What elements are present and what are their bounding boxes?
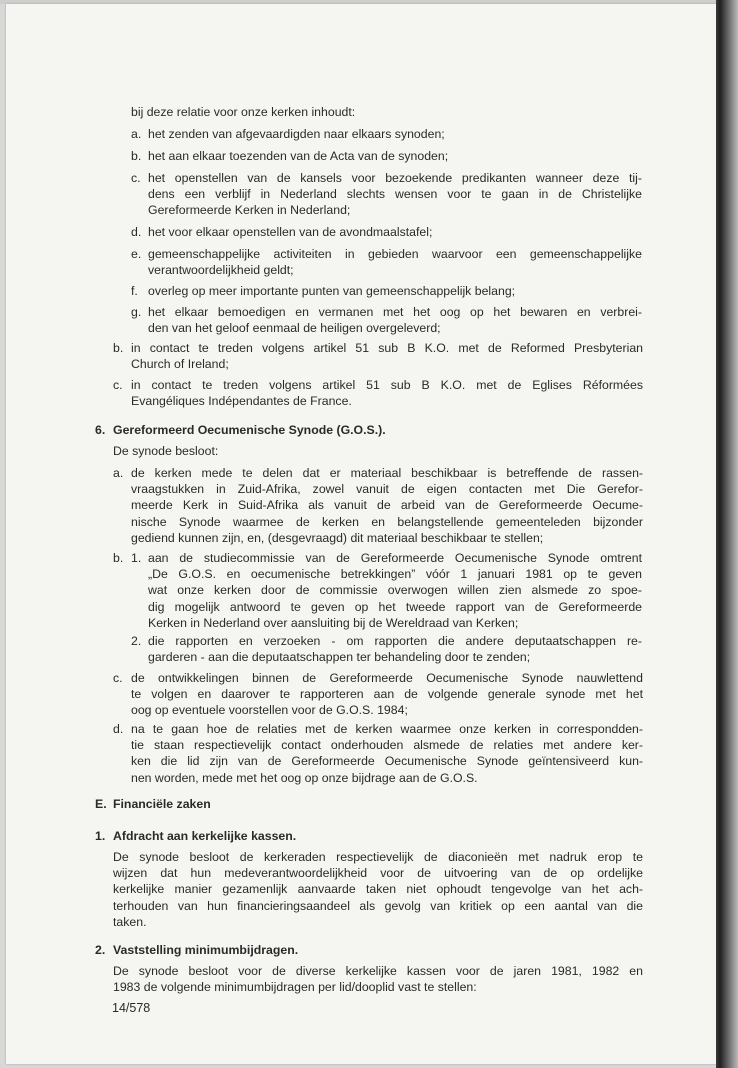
list-item-text: het elkaar bemoedigen en vermanen met het oog op het bewaren en verbrei- [148, 305, 642, 319]
list-item [148, 304, 642, 336]
list-item-text: Church of Ireland; [131, 357, 229, 372]
list-item-text: aan de studiecommissie van de Gereformeerde Oecumenische Synode omtrent [148, 551, 642, 565]
list-item-text: wat onze kerken door de commissie overwogen willen zien alsmede zo spoe- [148, 583, 642, 598]
list-item-text: in contact te treden volgens artikel 51 sub B K.O. met de Eglises Réformées [131, 378, 643, 392]
section-intro: De synode besloot: [113, 444, 219, 458]
paragraph-line: 1983 de volgende minimumbijdragen per lid/dooplid vast te stellen: [113, 980, 477, 995]
list-item [131, 721, 643, 786]
paragraph-line: terhouden van hun financieringsaandeel als gevolg van kritiek op een aantal van die [113, 898, 643, 913]
list-item-label: d. [131, 225, 142, 239]
list-item-text: dig mogelijk antwoord te geven op het tweede rapport van de Gereformeerde [148, 599, 642, 614]
section-letter: E. [95, 797, 107, 811]
list-item-text: ken die lid zijn van de Gereformeerde Oecumenische Synode geïntensiveerd kun- [131, 754, 643, 769]
list-item-text: garderen - aan die deputaatschappen ter behandeling door te zenden; [148, 650, 531, 665]
list-item-label: c. [131, 171, 141, 185]
list-item-label: 1. [131, 551, 142, 565]
list-item-text: overleg op meer importante punten van gemeenschappelijk belang; [148, 284, 516, 298]
list-item [131, 670, 643, 719]
list-item [148, 550, 642, 631]
intro-line: bij deze relatie voor onze kerken inhoudt: [131, 105, 356, 119]
paragraph-line: taken. [113, 914, 147, 929]
list-item-label: b. [113, 551, 124, 565]
list-item-text: Kerken in Nederland over aansluiting bij de Wereldraad van Kerken; [148, 615, 519, 630]
list-item-label: b. [131, 149, 142, 163]
section-number: 1. [95, 829, 106, 843]
section-heading: Financiële zaken [113, 797, 211, 811]
list-item-text: het aan elkaar toezenden van de Acta van de synoden; [148, 149, 449, 163]
list-item-text: meerde Kerk in Suid-Afrika als vanuit de arbeid van de Gereformeerde Oecume- [131, 498, 643, 513]
section-number: 6. [95, 423, 106, 437]
list-item-label: a. [113, 466, 124, 480]
list-item-text: Gereformeerde Kerken in Nederland; [148, 203, 351, 218]
list-item [148, 283, 515, 299]
list-item-label: d. [113, 722, 124, 736]
list-item-label: c. [113, 671, 123, 685]
list-item-text: na te gaan hoe de relaties met de kerken waarmee onze kerken in correspondden- [131, 722, 643, 736]
paragraph-line: De synode besloot de kerkeraden respectievelijk de diaconieën met nadruk erop te [113, 850, 643, 864]
list-item-text: gediend kunnen zijn, en, (desgevraagd) dit materiaal beschikbaar te stellen; [131, 530, 544, 545]
section-number: 2. [95, 943, 106, 957]
list-item-text: verantwoordelijkheid geldt; [148, 263, 294, 278]
list-item-text: tie staan respectievelijk contact onderhouden alsmede de relaties met andere ker- [131, 738, 643, 753]
list-item-label: a. [131, 127, 142, 141]
list-item-text: te volgen en daarover te rapporteren aan de volgende generale synode met het [131, 687, 643, 702]
paragraph-line: wijzen dat hun medeverantwoordelijkheid voor de uitvoering van de op ordelijke [113, 866, 643, 881]
section-paragraph [113, 963, 643, 995]
page-number: 14/578 [112, 1001, 151, 1015]
list-item-label: g. [131, 305, 142, 319]
section-heading: Gereformeerd Oecumenische Synode (G.O.S.). [113, 423, 386, 437]
list-item [148, 170, 642, 219]
list-item-text: den van het geloof eenmaal de heiligen overgeleverd; [148, 321, 441, 336]
list-item-text: gemeenschappelijke activiteiten in gebieden waarvoor een gemeenschappelijke [148, 247, 642, 261]
list-item-text: „De G.O.S. en oecumenische betrekkingen” vóór 1 januari 1981 op te geven [148, 567, 642, 582]
list-item-text: oog op eventuele voorstellen voor de G.O.S. 1984; [131, 703, 408, 718]
section-heading: Vaststelling minimumbijdragen. [113, 943, 299, 957]
list-item-text: het openstellen van de kansels voor bezoekende predikanten wanneer deze tij- [148, 171, 642, 185]
scan-binding-edge [716, 0, 738, 1068]
list-item [148, 126, 445, 142]
list-item [148, 246, 642, 278]
list-item-text: nen worden, mede met het oog op onze bijdrage aan de G.O.S. [131, 770, 478, 785]
list-item-label: e. [131, 247, 142, 261]
paragraph-line: De synode besloot voor de diverse kerkelijke kassen voor de jaren 1981, 1982 en [113, 964, 643, 978]
list-item [131, 465, 643, 546]
list-item-text: het voor elkaar openstellen van de avondmaalstafel; [148, 225, 433, 239]
list-item-text: nische Synode waarmee de kerken en belangstellende gemeenteleden bijzonder [131, 514, 643, 529]
list-item-label: b. [113, 341, 124, 355]
list-item-text: dens een verblijf in Nederland slechts wensen voor te gaan in de Christelijke [148, 187, 642, 202]
list-item [148, 633, 642, 665]
list-item-text: de kerken mede te delen dat er materiaal beschikbaar is betreffende de rassen- [131, 466, 643, 480]
list-item-label: c. [113, 378, 123, 392]
list-item-label: f. [131, 284, 138, 298]
section-heading: Afdracht aan kerkelijke kassen. [113, 829, 297, 843]
list-item-text: Evangéliques Indépendantes de France. [131, 394, 352, 409]
list-item-text: die rapporten en verzoeken - om rapporten die andere deputaatschappen re- [148, 634, 642, 648]
list-item-text: vraagstukken in Zuid-Afrika, zowel vanuit de eigen contacten met Die Gerefor- [131, 482, 643, 497]
list-item [148, 148, 448, 164]
paragraph-line: kerkelijke manier gezamenlijk aanvaarde taken niet ophoudt tengevolge van het ach- [113, 882, 643, 897]
list-item [131, 340, 643, 372]
list-item-text: in contact te treden volgens artikel 51 sub B K.O. met de Reformed Presbyterian [131, 341, 643, 355]
list-item [131, 377, 643, 409]
list-item-text: het zenden van afgevaardigden naar elkaars synoden; [148, 127, 445, 141]
list-item-text: de ontwikkelingen binnen de Gereformeerde Oecumenische Synode nauwlettend [131, 671, 643, 685]
section-paragraph [113, 849, 643, 930]
list-item [148, 224, 432, 240]
list-item-label: 2. [131, 634, 142, 648]
